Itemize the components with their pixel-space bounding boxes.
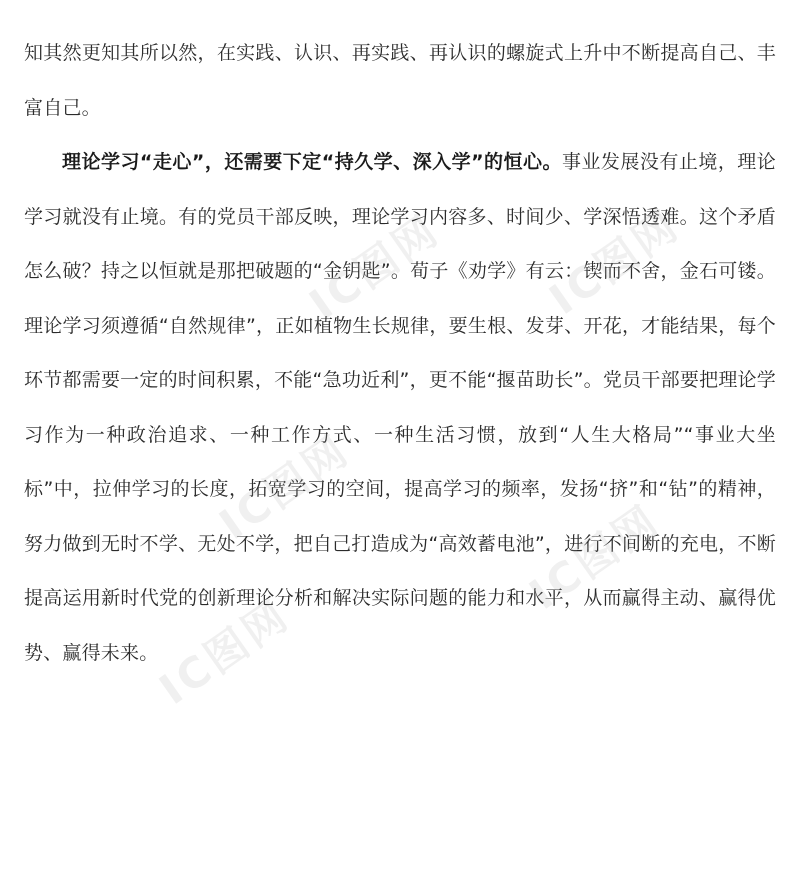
- watermark-logo: IC图网: [300, 204, 449, 330]
- paragraph-body-text: 事业发展没有止境，理论学习就没有止境。有的党员干部反映，理论学习内容多、时间少、学深悟透难。这个矛盾怎么破？持之以恒就是那把破题的“金钥匙”。荀子《劝学》有云：锲而不舍，金石可镂。理论学习须遵循“自然规律”，正如植物生长规律，要生根、发芽、开花，才能结果，每个环节都需要一定的时间积累，不能“急功近利”，更不能“揠苗助长”。党员干部要把理论学习作为一种政治追求、一种工作方式、一种生活习惯，放到“人生大格局”“事业大坐标”中，拉伸学习的长度，拓宽学习的空间，提高学习的频率，发扬“挤”和“钻”的精神，努力做到无时不学、无处不学，把自己打造成为“高效蓄电池”，进行不间断的充电，不断提高运用新时代党的创新理论分析和解决实际问题的能力和水平，从而赢得主动、赢得优势、赢得未来。: [24, 151, 776, 664]
- watermark-logo: IC图网: [150, 589, 299, 715]
- paragraph-continuation: 知其然更知其所以然，在实践、认识、再实践、再认识的螺旋式上升中不断提高自己、丰富自己。: [24, 42, 776, 119]
- paragraph-heading-bold: 理论学习“走心”，还需要下定“持久学、深入学”的恒心。: [62, 151, 562, 173]
- watermark-logo: IC图网: [540, 199, 689, 325]
- watermark-logo: IC图网: [520, 494, 669, 620]
- paragraph-perseverance: [24, 135, 776, 680]
- article-body: [24, 26, 776, 680]
- watermark-logo: IC图网: [210, 424, 359, 550]
